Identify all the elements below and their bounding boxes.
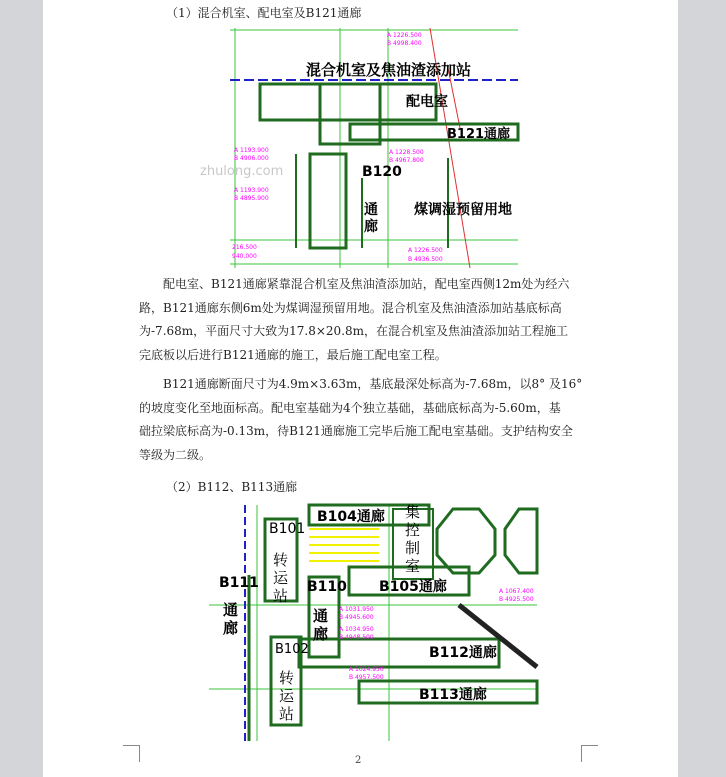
label-b104: B104通廊 bbox=[317, 509, 385, 525]
paragraph-1 bbox=[139, 273, 585, 367]
label-b111-2: 通 bbox=[223, 601, 239, 619]
paragraph-2 bbox=[139, 373, 585, 467]
silo-outline bbox=[505, 509, 537, 573]
paragraph-line: 等级为二级。 bbox=[139, 447, 212, 462]
margin-corner-mark bbox=[123, 745, 140, 762]
label-coal-land: 煤调湿预留用地 bbox=[414, 202, 512, 218]
label-control-3: 制 bbox=[405, 539, 421, 557]
paragraph-line: 完底板以后进行B121通廊的施工，最后施工配电室工程。 bbox=[139, 347, 447, 362]
figure-mixing-room-plan bbox=[200, 28, 518, 268]
paragraph-line: 路，B121通廊东侧6m处为煤调湿预留用地。混合机室及焦油渣添加站基底标高 bbox=[139, 300, 562, 315]
label-b113: B113通廊 bbox=[419, 687, 487, 703]
label-b112: B112通廊 bbox=[429, 645, 497, 661]
label-b110-3: 廊 bbox=[313, 625, 329, 643]
coord-label: B 4936.500 bbox=[408, 256, 443, 263]
label-b105: B105通廊 bbox=[379, 579, 447, 595]
label-b120-2: 通 bbox=[364, 202, 378, 218]
coord-label: A 1193.900 bbox=[234, 187, 269, 194]
coord-label: A 1067.400 bbox=[499, 588, 534, 595]
coord-label: B 4945.600 bbox=[339, 614, 374, 621]
coord-label: A 1034.950 bbox=[339, 626, 374, 633]
paragraph-line: B121通廊断面尺寸为4.9m×3.63m，基底最深处标高为-7.68m，以8° 及16° bbox=[163, 377, 583, 391]
coord-label: B 4967.800 bbox=[389, 157, 424, 164]
right-margin-gutter bbox=[678, 0, 726, 777]
label-b101-4: 站 bbox=[273, 587, 289, 605]
label-b102-4: 站 bbox=[279, 705, 295, 723]
paragraph-line: 配电室、B121通廊紧靠混合机室及焦油渣添加站，配电室西侧12m处为经六 bbox=[163, 277, 570, 291]
paragraph-line: 的坡度变化至地面标高。配电室基础为4个独立基础，基础底标高为-5.60m，基 bbox=[139, 400, 561, 415]
label-power-room: 配电室 bbox=[406, 94, 448, 110]
stair-hatch bbox=[309, 529, 379, 561]
coord-label: B 4998.400 bbox=[387, 40, 422, 47]
coord-label: A 1226.500 bbox=[387, 32, 422, 39]
coord-label: A 1024.950 bbox=[349, 666, 384, 673]
label-b102-1: B102 bbox=[275, 642, 309, 657]
coord-label: A 1193.900 bbox=[234, 147, 269, 154]
label-b102-3: 运 bbox=[279, 687, 295, 705]
coord-label: B 4957.500 bbox=[349, 674, 384, 681]
label-b120-1: B120 bbox=[362, 164, 402, 180]
b120-corridor-outline bbox=[310, 154, 346, 248]
label-b120-3: 廊 bbox=[364, 219, 378, 235]
label-b121: B121通廊 bbox=[447, 127, 511, 142]
left-margin-gutter bbox=[0, 0, 43, 777]
page-number: 2 bbox=[355, 755, 362, 766]
label-control-1: 集 bbox=[405, 503, 421, 521]
label-b102-2: 转 bbox=[279, 669, 295, 687]
figure2-drawing bbox=[209, 505, 537, 741]
coord-label: B 4948.500 bbox=[339, 634, 374, 641]
label-control-2: 控 bbox=[405, 521, 421, 539]
paragraph-line: 础拉梁底标高为-0.13m，待B121通廊施工完毕后施工配电室基础。支护结构安全 bbox=[139, 424, 573, 438]
coord-label: A 1031.950 bbox=[339, 606, 374, 613]
label-b110-1: B110 bbox=[307, 579, 347, 595]
silo-outline bbox=[437, 509, 495, 573]
coord-label: B 4925.500 bbox=[499, 596, 534, 603]
coord-label: B 4895.900 bbox=[234, 195, 269, 202]
label-control-4: 室 bbox=[405, 557, 421, 575]
label-b101-2: 转 bbox=[273, 551, 289, 569]
section2-heading: （2）B112、B113通廊 bbox=[166, 480, 298, 494]
document-page bbox=[43, 0, 678, 777]
margin-corner-mark bbox=[581, 745, 598, 762]
coord-label: A 1228.500 bbox=[389, 149, 424, 156]
paragraph-line: 为-7.68m，平面尺寸大致为17.8×20.8m，在混合机室及焦油渣添加站工程施工 bbox=[139, 324, 569, 338]
label-b111-1: B111 bbox=[219, 575, 259, 591]
coord-label: 216.500 bbox=[232, 244, 257, 251]
coord-label: A 1226.500 bbox=[408, 247, 443, 254]
label-b101-3: 运 bbox=[273, 569, 289, 587]
figure1-drawing bbox=[200, 28, 518, 268]
coord-label: 940.000 bbox=[232, 253, 257, 260]
watermark: zhulong.com bbox=[200, 164, 284, 179]
label-b111-3: 廊 bbox=[223, 619, 239, 637]
label-mixing-room: 混合机室及焦油渣添加站 bbox=[306, 61, 472, 79]
label-b110-2: 通 bbox=[313, 607, 329, 625]
section1-heading: （1）混合机室、配电室及B121通廊 bbox=[166, 6, 362, 20]
label-b101-1: B101 bbox=[269, 521, 306, 537]
figure-b112-b113-plan bbox=[209, 505, 537, 741]
coord-label: B 4906.000 bbox=[234, 155, 269, 162]
